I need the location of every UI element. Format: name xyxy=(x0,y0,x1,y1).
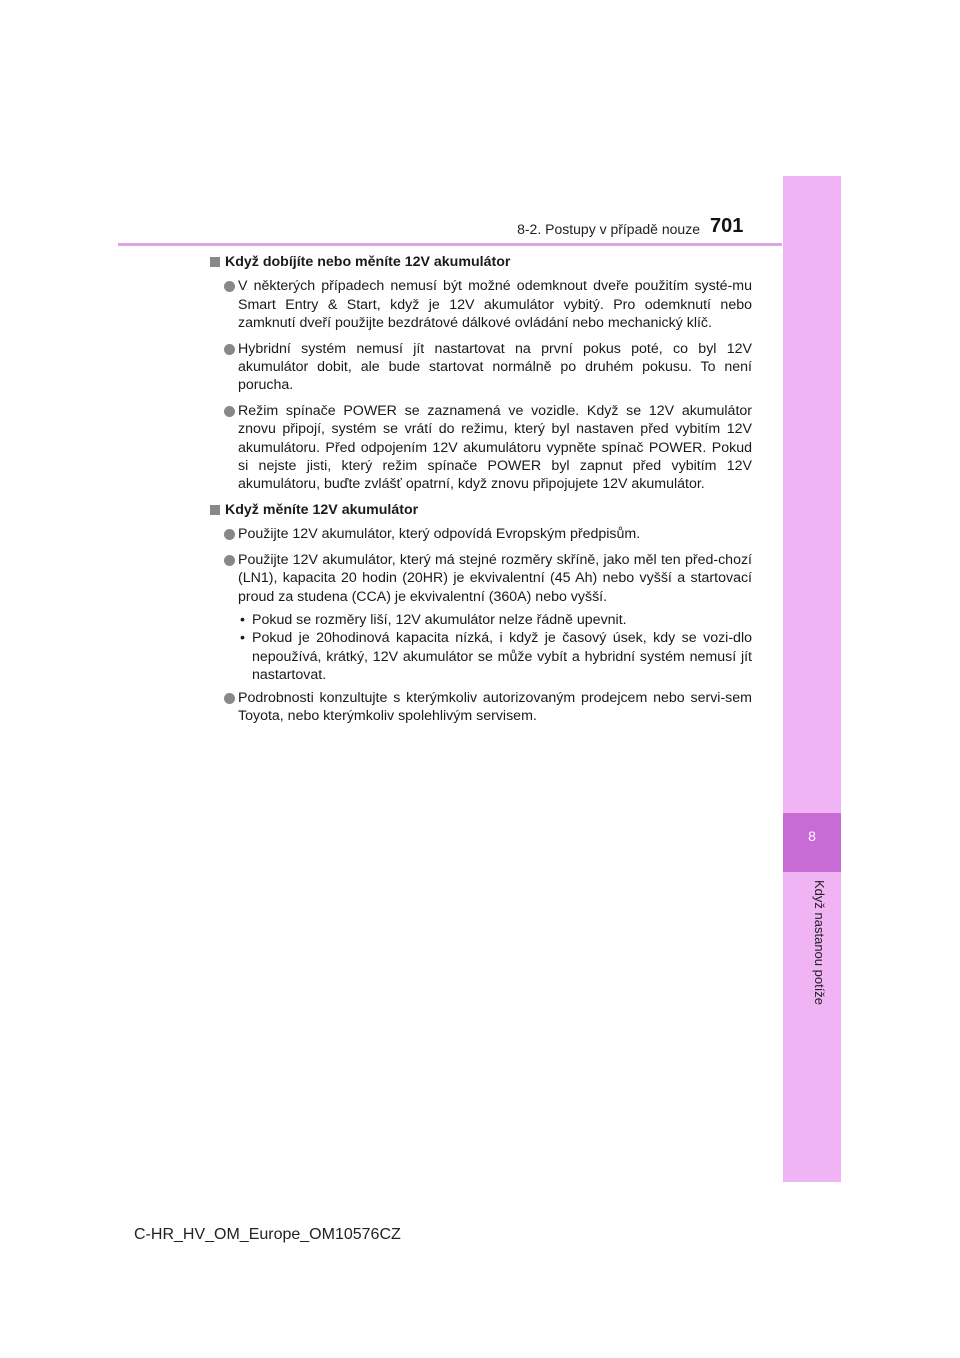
circle-bullet-icon xyxy=(224,344,235,355)
sub-list-item-text: Pokud je 20hodinová kapacita nízká, i když je časový úsek, kdy se vozi-dlo nepoužívá, krátký, 12V akumulátor se může vybít a hybridní systém nemusí jít nastartovat. xyxy=(252,630,752,684)
sub-list xyxy=(210,610,752,685)
heading-text: Když dobíjíte nebo měníte 12V akumulátor xyxy=(225,254,511,270)
chapter-side-tab xyxy=(783,176,841,1182)
list-item xyxy=(210,340,752,395)
dot-bullet-icon: • xyxy=(240,630,245,647)
circle-bullet-icon xyxy=(224,555,235,566)
section-title: 8-2. Postupy v případě nouze xyxy=(517,221,700,237)
sub-list-item-text: Pokud se rozměry liší, 12V akumulátor nelze řádně upevnit. xyxy=(252,611,627,628)
header-divider xyxy=(118,243,782,246)
list-item xyxy=(210,277,752,332)
document-code: C-HR_HV_OM_Europe_OM10576CZ xyxy=(134,1226,401,1243)
circle-bullet-icon xyxy=(224,529,235,540)
circle-bullet-icon xyxy=(224,693,235,704)
page-content xyxy=(210,253,752,732)
chapter-title: Když nastanou potíže xyxy=(812,880,827,1006)
square-bullet-icon xyxy=(210,257,220,267)
list-item xyxy=(210,551,752,606)
list-item-text: Režim spínače POWER se zaznamená ve vozidle. Když se 12V akumulátor znovu připojí, systém se vrátí do režimu, který byl nastaven před vybitím 12V akumulátoru. Před odpojením 12V akumulátoru vypněte spínač POWER. Pokud si nejste jisti, který režim spínače POWER byl zapnut před vybitím 12V akumulátoru, buďte zvlášť opatrní, když znovu připojujete 12V akumulátor. xyxy=(238,402,752,493)
list-item xyxy=(210,689,752,726)
chapter-number: 8 xyxy=(808,828,816,844)
heading-replacing xyxy=(210,501,752,519)
list-item-text: V některých případech nemusí být možné odemknout dveře použitím systé-mu Smart Entry & Start, když je 12V akumulátor vybitý. Pro odemknutí nebo zamknutí dveří použijte bezdrátové dálkové ovládání nebo mechanický klíč. xyxy=(238,278,752,332)
heading-charging xyxy=(210,253,752,271)
list-item xyxy=(210,402,752,494)
list-item-text: Použijte 12V akumulátor, který má stejné rozměry skříně, jako měl ten před-chozí (LN1), kapacita 20 hodin (20HR) je ekvivalentní (45 Ah) nebo vyšší a startovací proud za studena (CCA) je ekvivalentní (360A) nebo vyšší. xyxy=(238,551,752,605)
dot-bullet-icon: • xyxy=(240,611,245,628)
sub-list-item xyxy=(210,611,752,629)
circle-bullet-icon xyxy=(224,281,235,292)
list-item-text: Hybridní systém nemusí jít nastartovat na první pokus poté, co byl 12V akumulátor dobit, ale bude startovat normálně po druhém pokusu. To není porucha. xyxy=(238,340,752,394)
page-number: 701 xyxy=(710,215,744,237)
circle-bullet-icon xyxy=(224,406,235,417)
square-bullet-icon xyxy=(210,505,220,515)
list-item-text: Podrobnosti konzultujte s kterýmkoliv autorizovaným prodejcem nebo servi-sem Toyota, nebo kterýmkoliv spolehlivým servisem. xyxy=(238,689,752,724)
list-item xyxy=(210,525,752,543)
list-item-text: Použijte 12V akumulátor, který odpovídá Evropským předpisům. xyxy=(238,526,641,543)
heading-text: Když měníte 12V akumulátor xyxy=(225,501,419,518)
sub-list-item xyxy=(210,629,752,684)
